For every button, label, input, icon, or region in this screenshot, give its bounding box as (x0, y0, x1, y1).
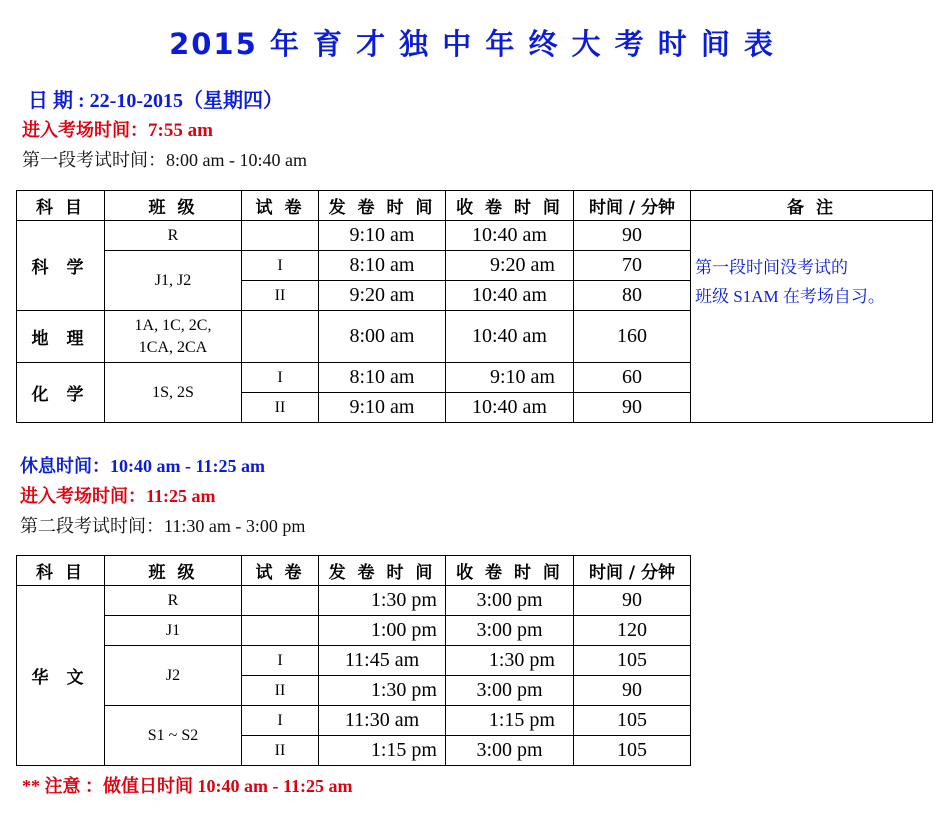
collect-time-cell: 3:00 pm (446, 676, 574, 706)
remark-line-1: 第一段时间没考试的 (695, 258, 848, 277)
collect-time-cell: 9:10 am (446, 363, 574, 393)
table-row (17, 706, 691, 736)
remark-line-2: 班级 S1AM 在考场自习。 (695, 287, 885, 306)
issue-time-cell: 9:10 am (319, 393, 446, 423)
issue-time-cell: 8:10 am (319, 363, 446, 393)
header-subject: 科 目 (17, 556, 105, 586)
duration-cell: 105 (574, 706, 691, 736)
header-duration: 时间 / 分钟 (574, 191, 691, 221)
issue-time-cell: 9:20 am (319, 281, 446, 311)
collect-time-cell: 3:00 pm (446, 586, 574, 616)
duration-cell: 105 (574, 646, 691, 676)
subject-geography: 地 理 (17, 311, 105, 363)
duty-time-note: ** 注意 ：做值日时间 10:40 am - 11:25 am (22, 776, 353, 796)
paper-cell: I (242, 646, 319, 676)
header-collect-time: 收 卷 时 间 (446, 191, 574, 221)
duration-cell: 105 (574, 736, 691, 766)
issue-time-cell: 11:30 am (319, 706, 446, 736)
issue-time-cell: 1:30 pm (319, 586, 446, 616)
paper-cell: II (242, 676, 319, 706)
table-row (17, 646, 691, 676)
header-remark: 备 注 (691, 191, 933, 221)
issue-time-cell: 8:10 am (319, 251, 446, 281)
duration-cell: 70 (574, 251, 691, 281)
duration-cell: 90 (574, 221, 691, 251)
issue-time-cell: 1:00 pm (319, 616, 446, 646)
duration-cell: 90 (574, 586, 691, 616)
session1-schedule-table (16, 190, 933, 423)
collect-time-cell: 10:40 am (446, 393, 574, 423)
break-time (20, 452, 265, 478)
break-label: 休息时间： (20, 456, 110, 476)
session1-entry-value: 7:55 am (148, 120, 213, 141)
table-header-row (17, 191, 933, 221)
class-cell: S1 ~ S2 (105, 706, 242, 766)
paper-cell: II (242, 736, 319, 766)
collect-time-cell: 1:30 pm (446, 646, 574, 676)
table-row (17, 586, 691, 616)
subject-science: 科 学 (17, 221, 105, 311)
paper-cell (242, 221, 319, 251)
session2-schedule-table (16, 555, 691, 766)
duration-cell: 60 (574, 363, 691, 393)
header-class: 班 级 (105, 191, 242, 221)
session2-entry-value: 11:25 am (146, 486, 216, 506)
class-line-2: 1CA, 2CA (138, 338, 208, 356)
collect-time-cell: 10:40 am (446, 281, 574, 311)
session2-exam-time: 第二段考试时间：11:30 am - 3:00 pm (20, 516, 306, 536)
class-cell: 1S, 2S (105, 363, 242, 423)
header-paper: 试 卷 (242, 191, 319, 221)
session1-entry-label: 进入考场时间： (22, 120, 148, 140)
class-cell (105, 311, 242, 363)
session1-exam-time: 第一段考试时间：8:00 am - 10:40 am (22, 150, 307, 170)
paper-cell: I (242, 251, 319, 281)
subject-chemistry: 化 学 (17, 363, 105, 423)
issue-time-cell: 11:45 am (319, 646, 446, 676)
duration-cell: 120 (574, 616, 691, 646)
table-header-row (17, 556, 691, 586)
header-subject: 科 目 (17, 191, 105, 221)
table-row (17, 221, 933, 251)
header-issue-time: 发 卷 时 间 (319, 556, 446, 586)
header-collect-time: 收 卷 时 间 (446, 556, 574, 586)
paper-cell: I (242, 706, 319, 736)
remark-cell (691, 221, 933, 423)
page-title: 2015 年 育 才 独 中 年 终 大 考 时 间 表 (169, 27, 775, 61)
paper-cell (242, 616, 319, 646)
duration-cell: 90 (574, 676, 691, 706)
session2-entry-time (20, 482, 216, 508)
collect-time-cell: 3:00 pm (446, 616, 574, 646)
session1-entry-time (22, 116, 213, 142)
exam-date: 日 期 : 22-10-2015（星期四） (28, 90, 283, 112)
paper-cell (242, 311, 319, 363)
paper-cell (242, 586, 319, 616)
issue-time-cell: 1:15 pm (319, 736, 446, 766)
duration-cell: 80 (574, 281, 691, 311)
duration-cell: 160 (574, 311, 691, 363)
class-cell: R (105, 221, 242, 251)
collect-time-cell: 3:00 pm (446, 736, 574, 766)
paper-cell: II (242, 281, 319, 311)
paper-cell: I (242, 363, 319, 393)
paper-cell: II (242, 393, 319, 423)
table-row (17, 616, 691, 646)
header-class: 班 级 (105, 556, 242, 586)
class-cell: J1, J2 (105, 251, 242, 311)
subject-chinese: 华 文 (17, 586, 105, 766)
class-line-1: 1A, 1C, 2C, (134, 316, 212, 334)
header-duration: 时间 / 分钟 (574, 556, 691, 586)
header-paper: 试 卷 (242, 556, 319, 586)
class-cell: J2 (105, 646, 242, 706)
collect-time-cell: 10:40 am (446, 221, 574, 251)
issue-time-cell: 9:10 am (319, 221, 446, 251)
issue-time-cell: 1:30 pm (319, 676, 446, 706)
collect-time-cell: 1:15 pm (446, 706, 574, 736)
collect-time-cell: 10:40 am (446, 311, 574, 363)
issue-time-cell: 8:00 am (319, 311, 446, 363)
class-cell: J1 (105, 616, 242, 646)
session2-entry-label: 进入考场时间： (20, 486, 146, 506)
collect-time-cell: 9:20 am (446, 251, 574, 281)
header-issue-time: 发 卷 时 间 (319, 191, 446, 221)
duration-cell: 90 (574, 393, 691, 423)
class-cell: R (105, 586, 242, 616)
break-value: 10:40 am - 11:25 am (110, 456, 265, 476)
